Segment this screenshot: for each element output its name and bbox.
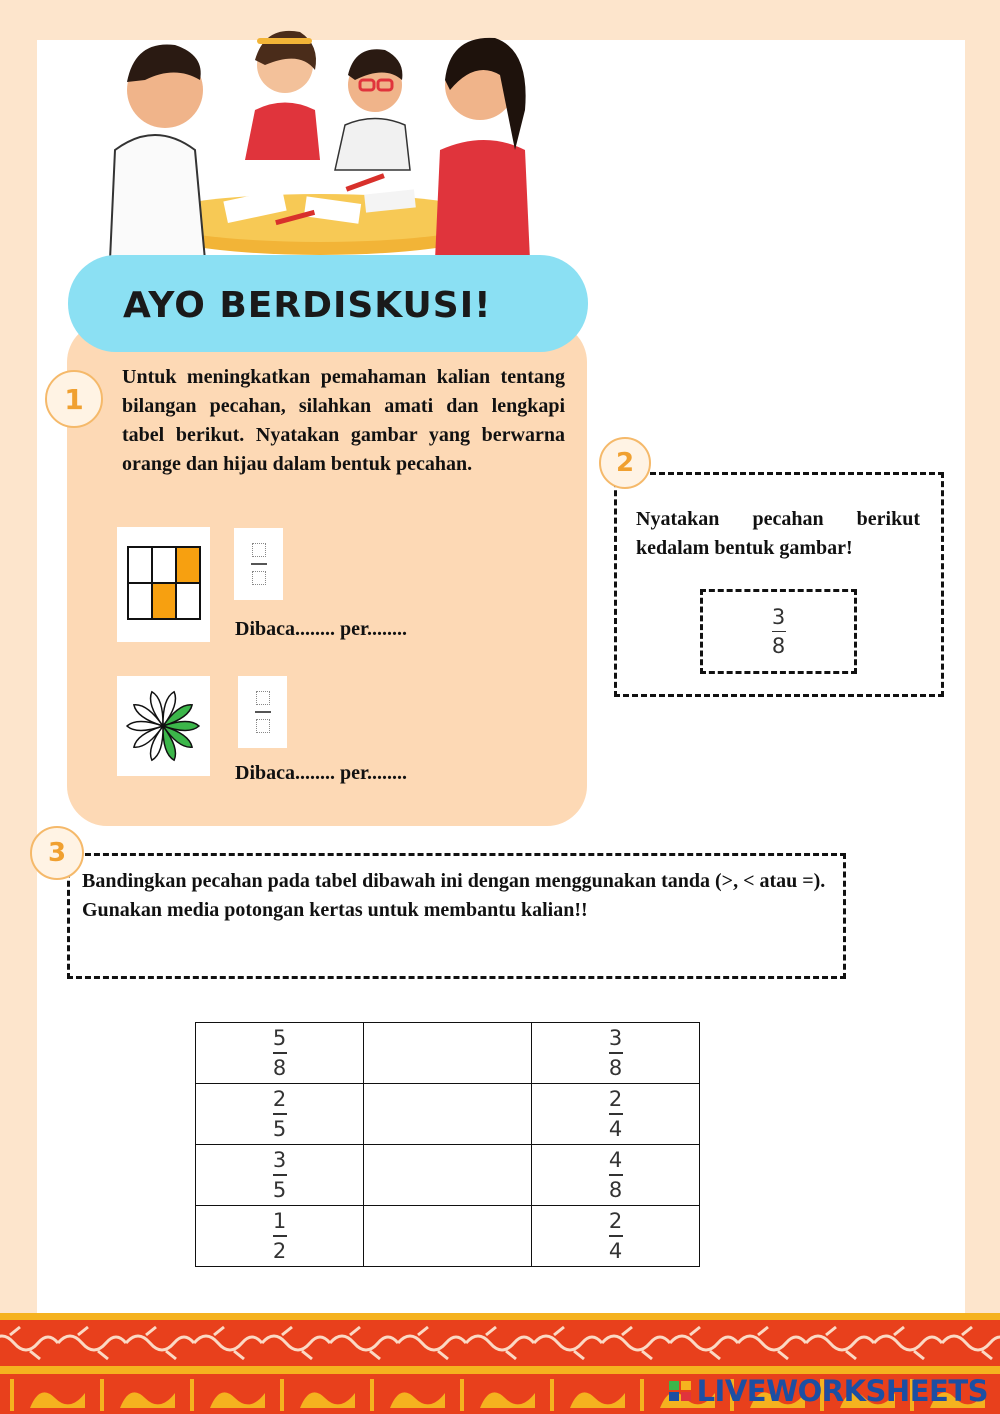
left-fraction-cell: [196, 1084, 364, 1145]
section-2-fraction-box: [700, 589, 857, 674]
section-3-instruction: [82, 867, 842, 925]
fraction-bar: [609, 1052, 623, 1054]
fraction-denominator: 8: [608, 1177, 623, 1202]
flower-fraction-picture: [117, 676, 210, 776]
fraction-numerator: 3: [771, 604, 786, 629]
fraction-bar: [273, 1174, 287, 1176]
right-fraction: [609, 1087, 623, 1141]
fraction-numerator: 5: [272, 1026, 287, 1051]
right-fraction: [609, 1026, 623, 1080]
comparison-sign-input[interactable]: [364, 1145, 532, 1206]
denominator-input-1[interactable]: [252, 571, 266, 585]
liveworksheets-logo-icon: [667, 1378, 693, 1404]
fraction-bar: [273, 1235, 287, 1237]
fraction-bar: [609, 1113, 623, 1115]
section-3-number-badge: 3: [30, 826, 84, 880]
fraction-bar: [772, 631, 786, 633]
fraction-bar: [273, 1052, 287, 1054]
students-discussion-illustration: [105, 20, 535, 260]
numerator-input-2[interactable]: [256, 691, 270, 705]
fraction-numerator: 4: [608, 1148, 623, 1173]
section-2-instruction: Nyatakan pecahan berikut kedalam bentuk gambar!: [636, 508, 920, 559]
fraction-numerator: 2: [608, 1209, 623, 1234]
comparison-sign-input[interactable]: [364, 1023, 532, 1084]
fraction-denominator: 8: [771, 634, 786, 659]
comparison-sign-input[interactable]: [364, 1084, 532, 1145]
right-fraction-cell: [532, 1145, 700, 1206]
numerator-input-1[interactable]: [252, 543, 266, 557]
fraction-denominator: 8: [608, 1055, 623, 1080]
section-3-line-1: Bandingkan pecahan pada tabel dibawah ini dengan menggunakan tanda (>, < atau =).: [82, 870, 826, 892]
fraction-numerator: 3: [608, 1026, 623, 1051]
fraction-bar: [255, 711, 271, 713]
section-2-number-badge: 2: [599, 437, 651, 489]
right-fraction-cell: [532, 1023, 700, 1084]
fraction-bar: [273, 1113, 287, 1115]
fraction-denominator: 2: [272, 1238, 287, 1263]
section-1-number-badge: 1: [45, 370, 103, 428]
read-label-1: Dibaca........ per........: [235, 618, 408, 640]
fraction-numerator: 2: [608, 1087, 623, 1112]
title-banner: [68, 255, 588, 352]
section-3-line-2: Gunakan media potongan kertas untuk membantu kalian!!: [82, 899, 588, 921]
fraction-bar: [609, 1174, 623, 1176]
grid-fraction-picture: [117, 527, 210, 642]
fraction-answer-field-2[interactable]: [238, 676, 287, 748]
right-fraction-cell: [532, 1084, 700, 1145]
right-fraction-cell: [532, 1206, 700, 1267]
section-1-instruction: Untuk meningkatkan pemahaman kalian tentang bilangan pecahan, silahkan amati dan lengkapi tabel berikut. Nyatakan gambar yang berwarna orange dan hijau dalam bentuk pecahan.: [122, 366, 565, 475]
comparison-sign-input[interactable]: [364, 1206, 532, 1267]
left-fraction: [273, 1209, 287, 1263]
table-row: [196, 1023, 700, 1084]
left-fraction-cell: [196, 1206, 364, 1267]
comparison-table: [195, 1022, 700, 1267]
liveworksheets-brand: [667, 1374, 988, 1408]
left-fraction: [273, 1148, 287, 1202]
flower-picture-card: [117, 676, 210, 776]
table-row: [196, 1145, 700, 1206]
right-fraction: [609, 1148, 623, 1202]
fraction-numerator: 2: [272, 1087, 287, 1112]
fraction-numerator: 1: [272, 1209, 287, 1234]
section-2-fraction: [772, 605, 786, 659]
fraction-denominator: 4: [608, 1116, 623, 1141]
fraction-answer-field-1[interactable]: [234, 528, 283, 600]
table-row: [196, 1206, 700, 1267]
fraction-bar: [251, 563, 267, 565]
left-fraction-cell: [196, 1145, 364, 1206]
fraction-numerator: 3: [272, 1148, 287, 1173]
fraction-denominator: 5: [272, 1116, 287, 1141]
fraction-denominator: 4: [608, 1238, 623, 1263]
grid-picture-card: [117, 527, 210, 642]
brand-name: LIVEWORKSHEETS: [696, 1374, 988, 1408]
read-label-2: Dibaca........ per........: [235, 762, 408, 784]
fraction-denominator: 8: [272, 1055, 287, 1080]
fraction-denominator: 5: [272, 1177, 287, 1202]
left-fraction: [273, 1026, 287, 1080]
right-fraction: [609, 1209, 623, 1263]
fraction-bar: [609, 1235, 623, 1237]
left-fraction: [273, 1087, 287, 1141]
table-row: [196, 1084, 700, 1145]
left-fraction-cell: [196, 1023, 364, 1084]
denominator-input-2[interactable]: [256, 719, 270, 733]
banner-title: AYO BERDISKUSI!: [123, 285, 492, 326]
